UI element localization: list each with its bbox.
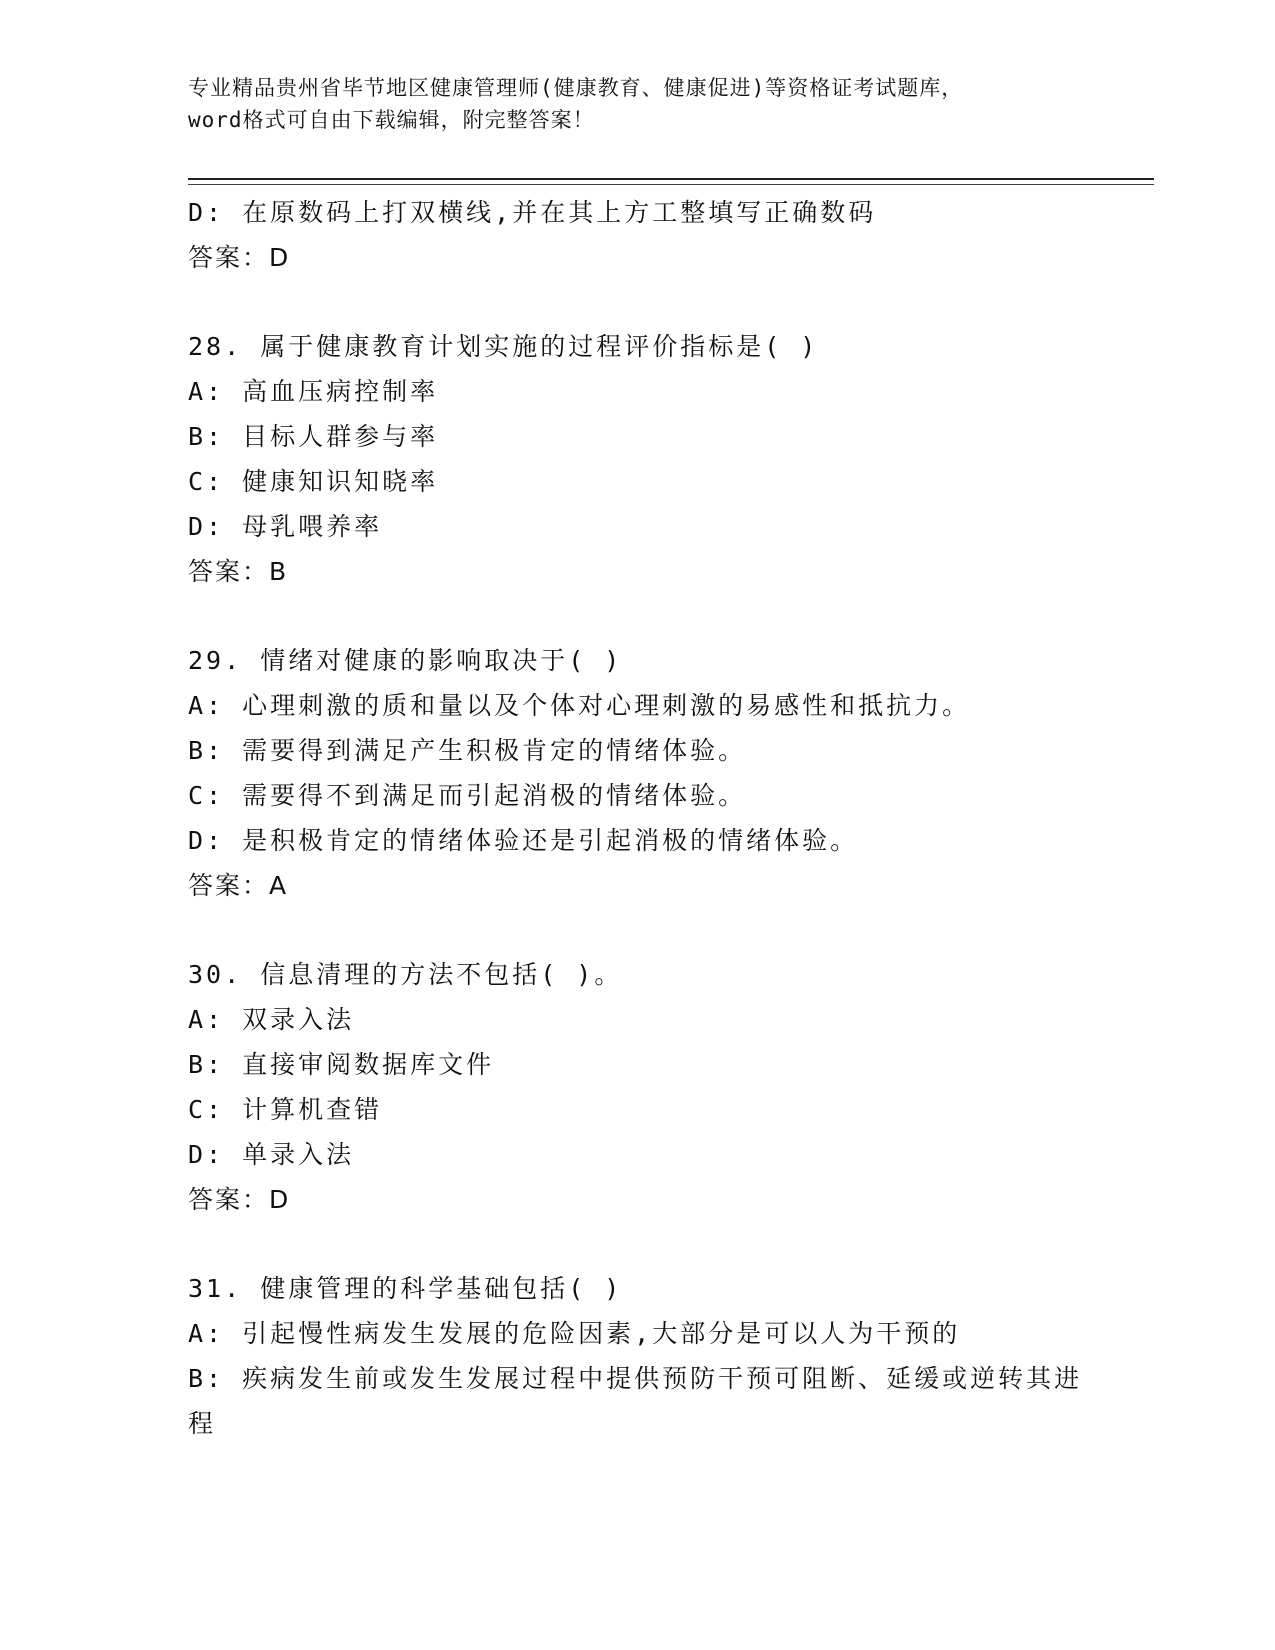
question-stem: 30. 信息清理的方法不包括( )。	[188, 960, 623, 989]
option-d: D: 是积极肯定的情绪体验还是引起消极的情绪体验。	[188, 826, 859, 855]
option-a: A: 高血压病控制率	[188, 377, 439, 406]
document-header	[188, 72, 1088, 136]
question-stem: 31. 健康管理的科学基础包括( )	[188, 1274, 623, 1303]
header-divider-thick	[188, 178, 1154, 180]
option-c: C: 计算机查错	[188, 1095, 383, 1124]
answer: 答案：D	[188, 243, 291, 272]
question-29	[188, 638, 1088, 908]
question-stem: 29. 情绪对健康的影响取决于( )	[188, 646, 623, 675]
option-c: C: 健康知识知晓率	[188, 467, 439, 496]
answer: 答案：D	[188, 1185, 291, 1214]
question-28	[188, 324, 1088, 594]
answer: 答案：B	[188, 557, 289, 586]
option-a: A: 心理刺激的质和量以及个体对心理刺激的易感性和抵抗力。	[188, 691, 971, 720]
header-divider-thin	[188, 184, 1154, 185]
answer: 答案：A	[188, 871, 289, 900]
question-31	[188, 1266, 1088, 1446]
option-b: B: 疾病发生前或发生发展过程中提供预防干预可阻断、延缓或逆转其进程	[188, 1364, 1083, 1438]
header-line-2: word格式可自由下载编辑，附完整答案！	[188, 108, 595, 132]
question-stem: 28. 属于健康教育计划实施的过程评价指标是( )	[188, 332, 819, 361]
option-b: B: 需要得到满足产生积极肯定的情绪体验。	[188, 736, 747, 765]
question-30	[188, 952, 1088, 1222]
option-d: D: 在原数码上打双横线,并在其上方工整填写正确数码	[188, 198, 877, 227]
option-b: B: 目标人群参与率	[188, 422, 439, 451]
option-d: D: 单录入法	[188, 1140, 355, 1169]
option-a: A: 双录入法	[188, 1005, 355, 1034]
question-content	[188, 190, 1088, 1446]
previous-question-tail	[188, 190, 1088, 280]
option-c: C: 需要得不到满足而引起消极的情绪体验。	[188, 781, 747, 810]
option-b: B: 直接审阅数据库文件	[188, 1050, 495, 1079]
option-a: A: 引起慢性病发生发展的危险因素,大部分是可以人为干预的	[188, 1319, 961, 1348]
header-line-1: 专业精品贵州省毕节地区健康管理师(健康教育、健康促进)等资格证考试题库，	[188, 76, 964, 100]
option-d: D: 母乳喂养率	[188, 512, 383, 541]
